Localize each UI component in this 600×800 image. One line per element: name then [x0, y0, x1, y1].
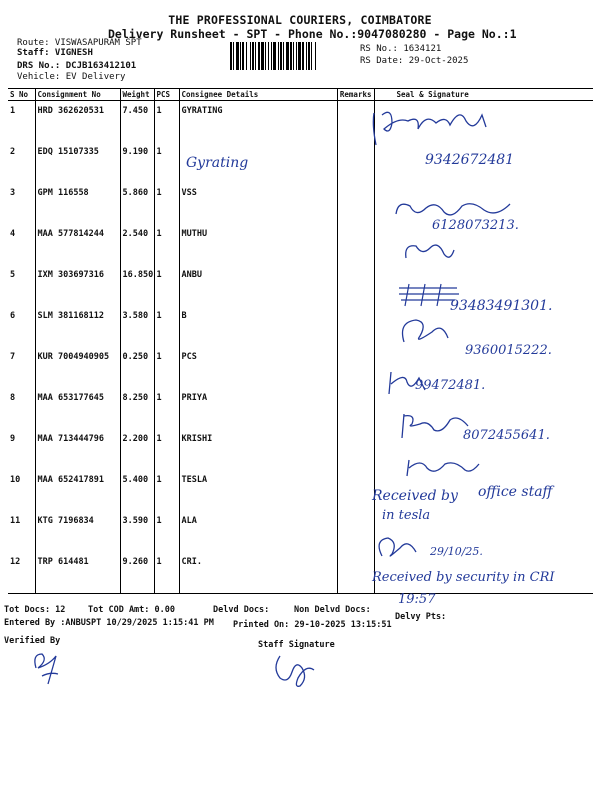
cell-weight: 7.450 [120, 101, 154, 143]
total-cod-amount: Tot COD Amt: 0.00 [88, 605, 175, 615]
cell-consignment-no: MAA 713444796 [35, 429, 120, 470]
cell-consignee: B [179, 306, 337, 347]
col-pcs: PCS [154, 89, 179, 101]
printed-on: Printed On: 29-10-2025 13:15:51 [233, 620, 392, 630]
signature-row1 [370, 105, 500, 150]
cell-sno: 5 [10, 270, 16, 280]
entered-by: Entered By :ANBUSPT 10/29/2025 1:15:41 PM [4, 618, 214, 628]
staff-signature [270, 648, 320, 690]
delivery-points: Delvy Pts: [395, 612, 447, 622]
cell-remarks [337, 183, 374, 224]
cell-sno: 12 [8, 552, 35, 594]
cell-weight: 2.200 [120, 429, 154, 470]
cell-consignment-no: EDQ 15107335 [35, 142, 120, 183]
cell-weight: 0.250 [120, 347, 154, 388]
non-delivered-docs: Non Delvd Docs: [294, 605, 371, 615]
verified-by-signature [28, 648, 68, 688]
handwritten-note-row12b: 19:57 [398, 592, 436, 607]
table-row [8, 101, 593, 143]
cell-sno: 7 [10, 352, 16, 362]
cell-pcs: 1 [154, 306, 179, 347]
cell-consignment-no: TRP 614481 [35, 552, 120, 594]
handwritten-phone-row8: 99472481. [415, 378, 486, 393]
table-header-row [8, 89, 593, 101]
runsheet-title: Delivery Runsheet - SPT - Phone No.:9047080280 - Page No.:1 [108, 27, 517, 41]
cell-pcs: 1 [154, 388, 179, 429]
cell-consignee: ALA [179, 511, 337, 552]
cell-pcs: 1 [154, 183, 179, 224]
handwritten-note-row12a: Received by security in CRI [372, 570, 555, 585]
cell-remarks [337, 265, 374, 306]
cell-sno: 10 [10, 475, 21, 485]
col-seal-signature: Seal & Signature [374, 89, 593, 101]
cell-remarks [337, 224, 374, 265]
drs-number: DRS No.: DCJB163412101 [17, 61, 137, 71]
cell-weight: 5.400 [120, 470, 154, 511]
route-label: Route: VISWASAPURAM SPT [17, 38, 142, 48]
handwritten-phone-row3: 6128073213. [432, 218, 519, 233]
handwritten-note-row10c: in tesla [382, 508, 431, 523]
cell-remarks [337, 142, 374, 183]
handwritten-phone-row9: 8072455641. [463, 428, 550, 443]
signature-row6 [396, 312, 456, 352]
cell-weight: 3.580 [120, 306, 154, 347]
handwritten-note-row10b: office staff [478, 484, 553, 500]
cell-consignment-no: GPM 116558 [35, 183, 120, 224]
cell-weight: 8.250 [120, 388, 154, 429]
cell-sno: 4 [10, 229, 16, 239]
handwritten-note-row10a: Received by [372, 488, 458, 504]
col-consignment-no: Consignment No [35, 89, 120, 101]
handwritten-phone-row6: 93483491301. [450, 298, 553, 314]
cell-consignment-no: SLM 381168112 [35, 306, 120, 347]
cell-pcs: 1 [154, 470, 179, 511]
cell-pcs: 1 [154, 224, 179, 265]
cell-consignment-no: MAA 652417891 [35, 470, 120, 511]
cell-sno: 2 [10, 147, 16, 157]
cell-weight: 16.850 [120, 265, 154, 306]
cell-consignee: ANBU [179, 265, 337, 306]
cell-pcs: 1 [154, 429, 179, 470]
cell-remarks [337, 470, 374, 511]
rs-number: RS No.: 1634121 [360, 44, 442, 54]
staff-label: Staff: VIGNESH [17, 48, 93, 58]
col-sno: S No [8, 89, 35, 101]
cell-sno: 8 [10, 393, 16, 403]
signature-row11 [372, 532, 422, 562]
cell-remarks [337, 306, 374, 347]
cell-remarks [337, 101, 374, 143]
signature-row4 [400, 238, 460, 268]
cell-weight: 9.190 [120, 142, 154, 183]
cell-remarks [337, 429, 374, 470]
cell-consignee: KRISHI [179, 429, 337, 470]
cell-consignment-no: IXM 303697316 [35, 265, 120, 306]
cell-pcs: 1 [154, 511, 179, 552]
barcode [230, 42, 355, 70]
cell-remarks [337, 388, 374, 429]
cell-consignment-no: KUR 7004940905 [35, 347, 120, 388]
handwritten-consignee-row2: Gyrating [186, 155, 249, 171]
cell-pcs: 1 [154, 101, 179, 143]
col-remarks: Remarks [337, 89, 374, 101]
cell-remarks [337, 347, 374, 388]
handwritten-phone-row7: 9360015222. [465, 343, 552, 358]
table-row [8, 388, 593, 429]
col-consignee-details: Consignee Details [179, 89, 337, 101]
cell-pcs: 1 [154, 265, 179, 306]
cell-remarks [337, 511, 374, 552]
cell-sno: 1 [10, 106, 16, 116]
total-docs: Tot Docs: 12 [4, 605, 66, 615]
cell-consignee: PRIYA [179, 388, 337, 429]
cell-consignee: TESLA [179, 470, 337, 511]
cell-weight: 2.540 [120, 224, 154, 265]
table-row [8, 511, 593, 552]
cell-weight: 3.590 [120, 511, 154, 552]
handwritten-phone-row1: 9342672481 [425, 152, 515, 168]
cell-consignee: PCS [179, 347, 337, 388]
rs-date: RS Date: 29-Oct-2025 [360, 56, 469, 66]
cell-consignee: VSS [179, 183, 337, 224]
cell-consignment-no: HRD 362620531 [35, 101, 120, 143]
col-weight: Weight [120, 89, 154, 101]
cell-pcs: 1 [154, 347, 179, 388]
cell-consignment-no: MAA 653177645 [35, 388, 120, 429]
cell-consignment-no: KTG 7196834 [35, 511, 120, 552]
cell-consignee: CRI. [179, 552, 337, 594]
cell-remarks [337, 552, 374, 594]
vehicle-label: Vehicle: EV Delivery [17, 72, 126, 82]
handwritten-date-row11: 29/10/25. [430, 545, 483, 558]
cell-weight: 5.860 [120, 183, 154, 224]
company-title: THE PROFESSIONAL COURIERS, COIMBATORE [168, 13, 432, 27]
cell-sno: 11 [10, 516, 21, 526]
cell-weight: 9.260 [120, 552, 154, 594]
cell-sno: 6 [10, 311, 16, 321]
cell-consignee: GYRATING [179, 101, 337, 143]
barcode-bar [316, 42, 318, 70]
cell-sno: 9 [10, 434, 16, 444]
cell-pcs: 1 [154, 142, 179, 183]
cell-pcs: 1 [154, 552, 179, 594]
delivered-docs: Delvd Docs: [213, 605, 270, 615]
cell-sno: 3 [10, 188, 16, 198]
verified-by-label: Verified By [4, 636, 61, 646]
cell-consignment-no: MAA 577814244 [35, 224, 120, 265]
staff-signature-label: Staff Signature [258, 640, 335, 650]
cell-consignee: MUTHU [179, 224, 337, 265]
signature-row10 [405, 456, 485, 480]
